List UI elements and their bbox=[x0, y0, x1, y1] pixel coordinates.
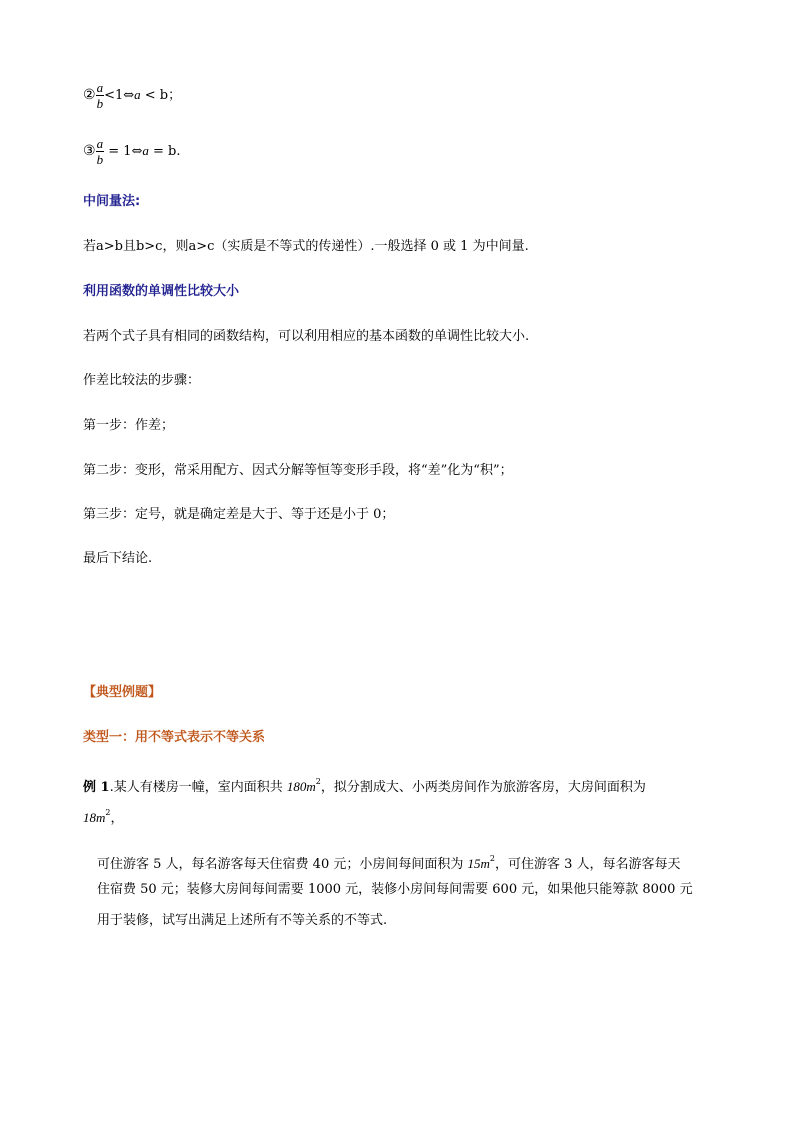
type-1-title: 类型一：用不等式表示不等关系 bbox=[83, 730, 266, 745]
example-1-line-5: 用于装修，试写出满足上述所有不等关系的不等式. bbox=[97, 913, 388, 928]
formula-rest-a: = 1⇔ bbox=[104, 144, 143, 159]
formula-item-3 bbox=[83, 136, 181, 167]
example-1-line-4: 住宿费 50 元；装修大房间每间需要 1000 元，装修小房间每间需要 600 元，如果他只能筹款 8000 元 bbox=[97, 882, 693, 897]
example-1-line-3: 可住游客 5 人，每名游客每天住宿费 40 元；小房间每间面积为 $15m^2$，可住游客 3 人，每名游客每天 bbox=[97, 854, 681, 872]
fraction-a-over-b: $\frac{a}{b}$ bbox=[96, 80, 104, 111]
step-1: 第一步：作差； bbox=[83, 418, 175, 433]
item-marker-3: ③ bbox=[83, 143, 96, 159]
small-room-area: 15 bbox=[467, 856, 481, 871]
formula-item-2 bbox=[83, 80, 181, 111]
formula-rest-b: = b. bbox=[148, 144, 181, 159]
example-1-line-1: 例 1.某人有楼房一幢，室内面积共 $180m^2$，拟分割成大、小两类房间作为旅游客房，大房间面积为 bbox=[83, 777, 646, 795]
formula-rest-a: <1⇔ bbox=[104, 88, 135, 103]
formula-var: a bbox=[142, 143, 149, 158]
section-body-middle: 若a>b且b>c，则a>c（实质是不等式的传递性）.一般选择 0 或 1 为中间量. bbox=[83, 239, 529, 254]
section-title-middle: 中间量法: bbox=[83, 194, 141, 209]
step-2: 第二步：变形，常采用配方、因式分解等恒等变形手段，将“差”化为“积”； bbox=[83, 463, 513, 478]
formula-rest-b: < b； bbox=[140, 88, 182, 103]
section-title-monotonic: 利用函数的单调性比较大小 bbox=[83, 284, 240, 299]
area-value: 180 bbox=[286, 779, 307, 794]
example-1-label: 例 1 bbox=[83, 780, 110, 795]
step-3: 第三步：定号，就是确定差是大于、等于还是小于 0； bbox=[83, 507, 395, 522]
fraction-a-over-b: $\frac{a}{b}$ bbox=[96, 136, 104, 167]
large-room-area: 18 bbox=[83, 810, 96, 825]
steps-conclusion: 最后下结论. bbox=[83, 551, 153, 566]
steps-intro: 作差比较法的步骤： bbox=[83, 373, 201, 388]
formula-var: a bbox=[134, 87, 141, 102]
example-1-line-2: $18m^2$， bbox=[83, 808, 124, 826]
examples-heading: 【典型例题】 bbox=[83, 685, 162, 700]
item-marker-2: ② bbox=[83, 87, 96, 103]
section-body-monotonic: 若两个式子具有相同的函数结构，可以利用相应的基本函数的单调性比较大小. bbox=[83, 329, 530, 344]
